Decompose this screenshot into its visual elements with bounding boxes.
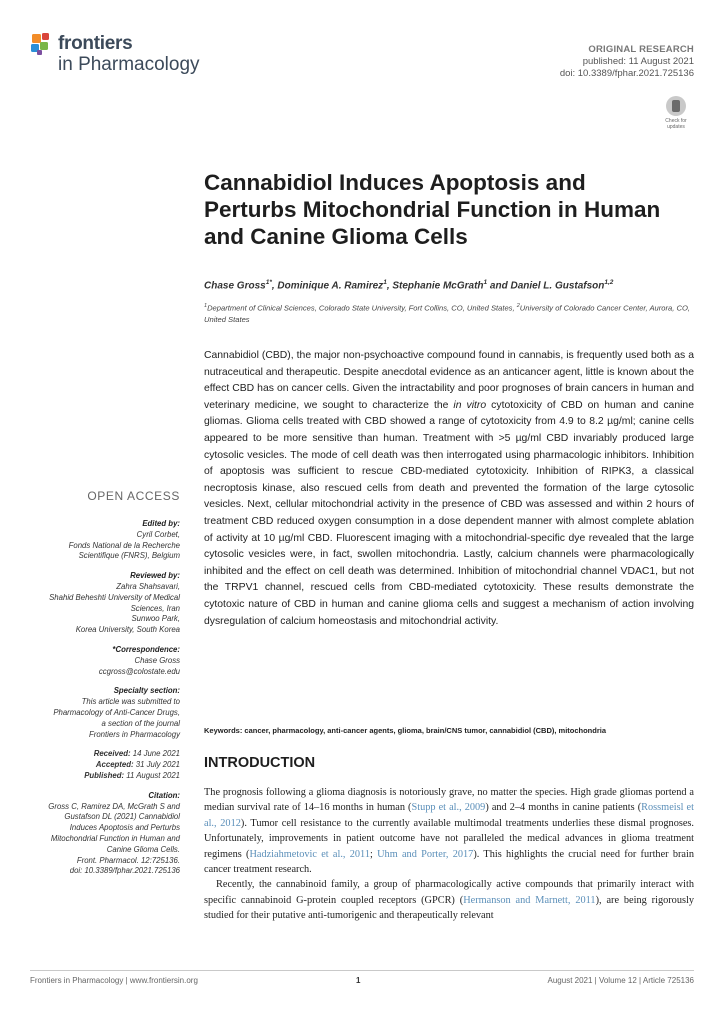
journal-logo[interactable] (30, 30, 220, 80)
citation-block: Citation: Gross C, Ramirez DA, McGrath S and Gustafson DL (2021) Cannabidiol Induces Apoptosis and Perturbs Mitochondrial Function in Human and Canine Glioma Cells. Front. Pharmacol. 12:725136. doi: 10.3389/fphar.2021.725136 (48, 790, 180, 876)
author-name[interactable]: Dominique A. Ramirez (277, 280, 384, 292)
author-name[interactable]: Daniel L. Gustafson (510, 280, 605, 292)
abstract: Cannabidiol (CBD), the major non-psychoactive compound found in cannabis, is frequently used both as a nutraceutical and therapeutic. Despite anecdotal evidence as an anticancer agent, little is known about the effect CBD has on cancer cells. Given the intractability and poor prognoses of brain cancers in human and veterinary medicine, we sought to characterize the in vitro cytotoxicity of CBD on human and canine gliomas. Glioma cells treated with CBD showed a range of cytotoxicity from 4.9 to 8.2 µg/ml; canine cells appeared to be more sensitive than human. Treatment with >5 µg/ml CBD invariably produced large cytosolic vesicles. The mode of cell death was then interrogated using pharmacologic inhibitors. Inhibition of apoptosis was sufficient to rescue CBD-mediated cytotoxicity. Inhibition of RIPK3, a classical necroptosis kinase, also rescued cells from death and prevented the formation of the large cytosolic vesicles. Next, cellular mitochondrial activity in the presence of CBD was assessed and within 2 hours of treatment CBD reduced oxygen consumption in a dose dependent manner with almost complete ablation of activity at 10 µg/ml CBD. Fluorescent imaging with a mitochondrial-specific dye revealed that the large cytosolic vesicles were, in fact, swollen mitochondria. Lastly, calcium channels were pharmacologically inhibited and the effect on cell death was determined. Inhibition of mitochondrial channel VDAC1, but not the TRPV1 channel, rescued cells from CBD-mediated cytotoxicity. These results demonstrate the cytotoxic nature of CBD in human and canine glioma cells and suggest a mechanism of action involving dysregulation of calcium homeostasis and mitochondrial activity. (204, 350, 694, 627)
citation-link[interactable]: Hadziahmetovic et al., 2011 (249, 848, 370, 860)
article-sidebar (10, 519, 180, 886)
author-name[interactable]: Stephanie McGrath (392, 280, 484, 292)
dates-block: Received: 14 June 2021 Accepted: 31 July 2021 Published: 11 August 2021 (84, 749, 180, 780)
check-updates-label: Check for updates (665, 118, 687, 130)
footer-issue-info: August 2021 | Volume 12 | Article 725136 (547, 976, 694, 985)
edited-by-block: Edited by: Cyril Corbet, Fonds National de la Recherche Scientifique (FNRS), Belgium (68, 519, 180, 561)
author-affiliation-marker: 1* (265, 279, 272, 286)
introduction-body (204, 785, 694, 924)
author-affiliation-marker: 1 (383, 279, 387, 286)
citation-link[interactable]: Stupp et al., 2009 (411, 802, 486, 814)
reviewed-by-block: Reviewed by: Zahra Shahsavari, Shahid Beheshti University of Medical Sciences, Iran Sunwoo Park, Korea University, South Korea (49, 571, 180, 635)
citation-link[interactable]: Uhm and Porter, 2017 (377, 848, 474, 860)
author-name[interactable]: Chase Gross (204, 280, 266, 292)
paragraph: The prognosis following a glioma diagnosis is notoriously grave, no matter the species. High grade gliomas portend a median survival rate of 14–16 months in human (Stupp et al., 2009) and 2–4 months in canine patients (Rossmeisl et al., 2012). Tumor cell resistance to the currently available multimodal treatments underlies these dismal prognoses. Unfortunately, improvements in patient outcome have not paralleled the medical advances in glioma treatment regimens (Hadziahmetovic et al., 2011; Uhm and Porter, 2017). This highlights the crucial need for further brain cancer treatment research. (204, 787, 695, 876)
author-list: Chase Gross$^{1*}$, Dominique A. Ramirez$^1$, Stephanie McGrath$^1$ and Daniel L. Gustafson$^{1,2}$ (204, 279, 614, 292)
author-affiliation-marker: 1 (483, 279, 488, 286)
section-heading-introduction: INTRODUCTION (204, 755, 316, 771)
check-updates-icon (666, 96, 686, 116)
published-date: published: 11 August 2021 (582, 56, 694, 67)
open-access-label: OPEN ACCESS (87, 489, 180, 503)
specialty-section-block: Specialty section: This article was submitted to Pharmacology of Anti-Cancer Drugs, a section of the journal Frontiers in Pharmacology (53, 686, 180, 739)
article-type: ORIGINAL RESEARCH (588, 44, 694, 55)
doi[interactable]: doi: 10.3389/fphar.2021.725136 (559, 68, 694, 79)
footer-divider (30, 970, 694, 971)
check-for-updates-badge[interactable] (659, 96, 693, 132)
citation-link[interactable]: Hermanson and Marnett, 2011 (463, 894, 596, 906)
affiliations: $^1$Department of Clinical Sciences, Colorado State University, Fort Collins, CO, United States, $^2$University of Colorado Cancer Center, Aurora, CO, United States (204, 303, 690, 324)
footer-journal-link[interactable]: Frontiers in Pharmacology | www.frontiersin.org (30, 976, 198, 985)
article-title: Cannabidiol Induces Apoptosis and Perturbs Mitochondrial Function in Human and Canine Glioma Cells (204, 170, 661, 249)
frontiers-logo-icon (30, 32, 54, 56)
logo-line-1: frontiers (58, 33, 133, 54)
correspondence-block: *Correspondence: Chase Gross ccgross@colostate.edu (10, 645, 180, 677)
keywords: Keywords: cancer, pharmacology, anti-cancer agents, glioma, brain/CNS tumor, cannabidiol (CBD), mitochondria (204, 726, 607, 735)
author-affiliation-marker: 1,2 (604, 279, 614, 286)
page-number: 1 (356, 976, 361, 985)
logo-line-2: in Pharmacology (58, 54, 200, 75)
article-meta-header (560, 44, 694, 80)
citation-link[interactable]: Rossmeisl et al., 2012 (204, 802, 694, 829)
correspondence-email[interactable]: ccgross@colostate.edu (98, 666, 180, 676)
paragraph: Recently, the cannabinoid family, a group of pharmacologically active compounds that primarily interact with specific cannabinoid G-protein coupled receptors (GPCR) (Hermanson and Marnett, 2011), are being rigorously studied for their putative anti-tumorigenic and therapeutically relevant (204, 879, 694, 922)
